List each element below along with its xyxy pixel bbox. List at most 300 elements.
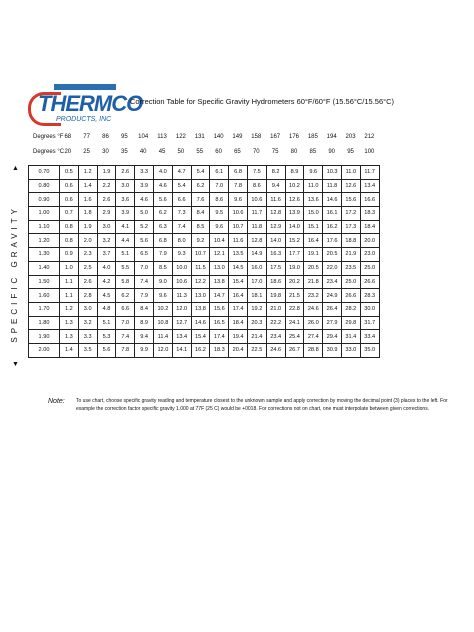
correction-cell: 6.6 — [116, 302, 135, 316]
celsius-header-cell: 90 — [328, 149, 336, 155]
fahrenheit-header-cell: 167 — [270, 134, 281, 140]
correction-table — [28, 165, 380, 358]
table-row — [29, 166, 380, 180]
arrow-up-icon: ▲ — [12, 165, 19, 172]
correction-cell: 26.6 — [341, 289, 360, 303]
correction-cell: 9.6 — [153, 289, 172, 303]
correction-cell: 12.1 — [210, 248, 229, 262]
correction-cell: 9.2 — [191, 234, 210, 248]
correction-cell: 29.8 — [341, 316, 360, 330]
correction-cell: 20.3 — [247, 316, 266, 330]
correction-cell: 30.9 — [323, 343, 342, 357]
fahrenheit-header-cell: 203 — [345, 134, 356, 140]
correction-cell: 5.1 — [116, 248, 135, 262]
correction-cell: 16.4 — [229, 289, 248, 303]
correction-cell: 7.8 — [116, 343, 135, 357]
fahrenheit-header-cell: 113 — [157, 134, 167, 140]
celsius-header-cell: 45 — [158, 149, 166, 155]
correction-cell: 33.0 — [341, 343, 360, 357]
correction-cell: 8.6 — [210, 193, 229, 207]
correction-cell: 0.8 — [60, 220, 79, 234]
correction-cell: 11.8 — [323, 179, 342, 193]
correction-cell: 7.4 — [172, 220, 191, 234]
correction-cell: 0.6 — [60, 179, 79, 193]
celsius-header-cell: 100 — [364, 149, 375, 155]
correction-cell: 16.6 — [360, 193, 379, 207]
correction-cell: 15.6 — [210, 302, 229, 316]
correction-cell: 11.7 — [360, 166, 379, 180]
correction-cell: 11.6 — [266, 193, 285, 207]
correction-cell: 27.4 — [304, 330, 323, 344]
correction-cell: 17.4 — [210, 330, 229, 344]
correction-cell: 13.8 — [210, 275, 229, 289]
correction-cell: 5.3 — [97, 330, 116, 344]
correction-cell: 16.4 — [304, 234, 323, 248]
celsius-header-cell: 20 — [64, 149, 72, 155]
fahrenheit-header-cell: 158 — [251, 134, 262, 140]
correction-cell: 10.8 — [153, 316, 172, 330]
correction-cell: 10.7 — [229, 220, 248, 234]
correction-cell: 4.1 — [116, 220, 135, 234]
correction-cell: 17.5 — [266, 261, 285, 275]
correction-cell: 7.5 — [247, 166, 266, 180]
correction-cell: 14.0 — [266, 234, 285, 248]
correction-cell: 10.3 — [323, 166, 342, 180]
correction-cell: 4.6 — [153, 179, 172, 193]
correction-cell: 16.1 — [323, 207, 342, 221]
correction-cell: 13.0 — [191, 289, 210, 303]
correction-cell: 20.5 — [304, 261, 323, 275]
table-row — [29, 261, 380, 275]
specific-gravity-cell: 1.60 — [29, 289, 60, 303]
correction-cell: 5.4 — [172, 179, 191, 193]
correction-cell: 5.2 — [135, 220, 154, 234]
table-row — [29, 179, 380, 193]
correction-cell: 28.2 — [341, 302, 360, 316]
correction-cell: 5.1 — [97, 316, 116, 330]
correction-cell: 3.0 — [116, 179, 135, 193]
correction-cell: 12.8 — [266, 207, 285, 221]
correction-cell: 16.2 — [191, 343, 210, 357]
celsius-header-cell: 75 — [271, 149, 279, 155]
fahrenheit-header-cell: 149 — [232, 134, 243, 140]
correction-cell: 11.6 — [229, 234, 248, 248]
celsius-header-cell: 70 — [252, 149, 260, 155]
specific-gravity-cell: 1.30 — [29, 248, 60, 262]
correction-cell: 14.7 — [210, 289, 229, 303]
correction-cell: 13.4 — [172, 330, 191, 344]
logo-tagline-bar — [54, 84, 116, 90]
correction-cell: 3.3 — [135, 166, 154, 180]
correction-cell: 5.6 — [153, 193, 172, 207]
correction-cell: 4.0 — [153, 166, 172, 180]
celsius-header-cell: 35 — [121, 149, 128, 155]
correction-cell: 5.8 — [116, 275, 135, 289]
celsius-header-cell: 65 — [234, 149, 241, 155]
specific-gravity-axis — [8, 165, 22, 375]
correction-cell: 11.7 — [247, 207, 266, 221]
celsius-header-cell: 40 — [139, 149, 147, 155]
correction-cell: 3.9 — [116, 207, 135, 221]
correction-cell: 16.2 — [323, 220, 342, 234]
table-row — [29, 220, 380, 234]
correction-cell: 10.6 — [247, 193, 266, 207]
specific-gravity-cell: 1.00 — [29, 207, 60, 221]
correction-cell: 15.1 — [304, 220, 323, 234]
correction-cell: 4.8 — [97, 302, 116, 316]
correction-cell: 10.2 — [285, 179, 304, 193]
correction-cell: 3.3 — [78, 330, 97, 344]
correction-cell: 15.4 — [229, 275, 248, 289]
fahrenheit-header-cell: 131 — [194, 134, 205, 140]
correction-cell: 17.6 — [323, 234, 342, 248]
fahrenheit-header-cell: 86 — [102, 134, 109, 140]
table-row — [29, 193, 380, 207]
correction-cell: 22.8 — [285, 302, 304, 316]
correction-cell: 1.2 — [78, 166, 97, 180]
correction-cell: 6.2 — [153, 207, 172, 221]
correction-cell: 8.6 — [247, 179, 266, 193]
correction-cell: 9.5 — [210, 207, 229, 221]
correction-cell: 21.4 — [247, 330, 266, 344]
correction-cell: 5.6 — [97, 343, 116, 357]
correction-cell: 3.0 — [97, 220, 116, 234]
correction-cell: 6.2 — [116, 289, 135, 303]
correction-cell: 10.6 — [229, 207, 248, 221]
fahrenheit-header-label: Degrees °F — [33, 134, 64, 140]
correction-cell: 13.0 — [210, 261, 229, 275]
correction-cell: 13.8 — [191, 302, 210, 316]
correction-cell: 30.0 — [360, 302, 379, 316]
correction-cell: 23.2 — [304, 289, 323, 303]
correction-cell: 31.7 — [360, 316, 379, 330]
correction-cell: 20.2 — [285, 275, 304, 289]
correction-cell: 2.8 — [78, 289, 97, 303]
specific-gravity-cell: 1.50 — [29, 275, 60, 289]
correction-cell: 19.2 — [247, 302, 266, 316]
specific-gravity-cell: 1.10 — [29, 220, 60, 234]
correction-cell: 11.8 — [247, 220, 266, 234]
celsius-header-cell: 95 — [347, 149, 354, 155]
correction-cell: 17.3 — [341, 220, 360, 234]
correction-cell: 13.6 — [304, 193, 323, 207]
note-label: Note: — [48, 398, 65, 405]
correction-cell: 1.4 — [78, 179, 97, 193]
specific-gravity-cell: 0.90 — [29, 193, 60, 207]
correction-cell: 16.0 — [247, 261, 266, 275]
correction-cell: 29.4 — [323, 330, 342, 344]
correction-cell: 8.9 — [135, 316, 154, 330]
correction-cell: 13.4 — [360, 179, 379, 193]
table-row — [29, 234, 380, 248]
correction-cell: 3.7 — [97, 248, 116, 262]
correction-cell: 20.5 — [323, 248, 342, 262]
correction-cell: 24.6 — [304, 302, 323, 316]
correction-cell: 23.0 — [360, 248, 379, 262]
correction-cell: 2.5 — [78, 261, 97, 275]
correction-cell: 15.4 — [191, 330, 210, 344]
table-row — [29, 302, 380, 316]
correction-cell: 1.2 — [60, 302, 79, 316]
logo-wordmark: THERMCO — [38, 91, 143, 116]
table-row — [29, 248, 380, 262]
correction-cell: 12.0 — [153, 343, 172, 357]
correction-cell: 19.0 — [285, 261, 304, 275]
correction-cell: 14.9 — [247, 248, 266, 262]
correction-cell: 12.6 — [285, 193, 304, 207]
correction-cell: 18.8 — [341, 234, 360, 248]
correction-cell: 28.8 — [304, 343, 323, 357]
correction-cell: 12.7 — [172, 316, 191, 330]
correction-cell: 1.9 — [78, 220, 97, 234]
correction-cell: 25.4 — [285, 330, 304, 344]
correction-cell: 14.0 — [285, 220, 304, 234]
correction-cell: 26.7 — [285, 343, 304, 357]
correction-cell: 15.0 — [304, 207, 323, 221]
celsius-header-cell: 50 — [177, 149, 185, 155]
correction-cell: 27.9 — [323, 316, 342, 330]
fahrenheit-header-cell: 104 — [138, 134, 149, 140]
table-row — [29, 316, 380, 330]
correction-cell: 31.4 — [341, 330, 360, 344]
correction-cell: 0.5 — [60, 166, 79, 180]
correction-cell: 22.0 — [323, 261, 342, 275]
correction-cell: 0.8 — [60, 234, 79, 248]
correction-cell: 0.6 — [60, 193, 79, 207]
correction-cell: 3.2 — [97, 234, 116, 248]
correction-cell: 18.3 — [360, 207, 379, 221]
thermco-logo — [28, 84, 143, 128]
correction-cell: 3.6 — [116, 193, 135, 207]
correction-cell: 7.0 — [135, 261, 154, 275]
correction-cell: 21.5 — [285, 289, 304, 303]
correction-cell: 8.9 — [285, 166, 304, 180]
correction-cell: 17.2 — [341, 207, 360, 221]
correction-cell: 2.6 — [116, 166, 135, 180]
correction-cell: 2.9 — [97, 207, 116, 221]
correction-cell: 5.6 — [135, 234, 154, 248]
specific-gravity-cell: 1.20 — [29, 234, 60, 248]
correction-cell: 3.0 — [78, 302, 97, 316]
correction-cell: 18.4 — [360, 220, 379, 234]
fahrenheit-header-cell: 140 — [213, 134, 224, 140]
fahrenheit-header-cell: 176 — [288, 134, 299, 140]
correction-cell: 24.1 — [285, 316, 304, 330]
correction-cell: 3.9 — [135, 179, 154, 193]
correction-cell: 8.2 — [266, 166, 285, 180]
correction-cell: 9.6 — [304, 166, 323, 180]
celsius-header-cell: 55 — [196, 149, 204, 155]
correction-cell: 10.2 — [153, 302, 172, 316]
correction-cell: 9.9 — [135, 343, 154, 357]
correction-cell: 12.0 — [172, 302, 191, 316]
correction-cell: 1.9 — [97, 166, 116, 180]
correction-cell: 21.8 — [304, 275, 323, 289]
page-title: Correction Table for Specific Gravity Hydrometers 60°F/60°F (15.56°C/15.56°C) — [130, 97, 395, 106]
table-row — [29, 275, 380, 289]
correction-cell: 5.4 — [191, 166, 210, 180]
axis-label: SPECIFIC GRAVITY — [10, 205, 19, 343]
correction-cell: 15.6 — [341, 193, 360, 207]
correction-cell: 26.6 — [360, 275, 379, 289]
correction-cell: 15.2 — [285, 234, 304, 248]
fahrenheit-header-cell: 212 — [364, 134, 375, 140]
fahrenheit-header-cell: 95 — [121, 134, 128, 140]
correction-cell: 2.6 — [78, 275, 97, 289]
correction-cell: 8.4 — [135, 302, 154, 316]
celsius-header-label: Degrees °C — [33, 149, 65, 155]
correction-cell: 4.5 — [97, 289, 116, 303]
correction-cell: 6.1 — [210, 166, 229, 180]
correction-cell: 24.6 — [266, 343, 285, 357]
correction-cell: 19.4 — [229, 330, 248, 344]
correction-cell: 9.4 — [135, 330, 154, 344]
correction-cell: 10.6 — [172, 275, 191, 289]
correction-cell: 6.5 — [135, 248, 154, 262]
correction-cell: 24.9 — [323, 289, 342, 303]
correction-cell: 33.4 — [360, 330, 379, 344]
correction-cell: 9.3 — [172, 248, 191, 262]
correction-cell: 6.2 — [191, 179, 210, 193]
correction-cell: 4.7 — [172, 166, 191, 180]
celsius-header-cell: 30 — [102, 149, 109, 155]
correction-cell: 14.5 — [229, 261, 248, 275]
fahrenheit-header-cell: 194 — [326, 134, 337, 140]
correction-cell: 1.3 — [60, 330, 79, 344]
correction-cell: 11.3 — [172, 289, 191, 303]
correction-cell: 2.0 — [78, 234, 97, 248]
note-text: To use chart, choose specific gravity reading and temperature closest to the unknown sample and apply correction by moving the decimal point (3) places to the left. For example the correction factor specific gravity 1.000 at 77F (25 C) would be +0018. For corrections not on chart, one must interpolate between given corrections. — [76, 398, 448, 412]
correction-cell: 18.1 — [247, 289, 266, 303]
correction-cell: 16.3 — [266, 248, 285, 262]
celsius-header-cell: 85 — [309, 149, 317, 155]
correction-cell: 11.4 — [153, 330, 172, 344]
correction-cell: 7.4 — [116, 330, 135, 344]
correction-cell: 1.1 — [60, 275, 79, 289]
correction-cell: 8.5 — [153, 261, 172, 275]
correction-cell: 21.9 — [341, 248, 360, 262]
correction-cell: 7.0 — [116, 316, 135, 330]
correction-cell: 14.1 — [172, 343, 191, 357]
correction-cell: 19.8 — [266, 289, 285, 303]
correction-cell: 18.4 — [229, 316, 248, 330]
correction-cell: 10.4 — [210, 234, 229, 248]
correction-cell: 2.3 — [78, 248, 97, 262]
celsius-header-cell: 80 — [290, 149, 298, 155]
correction-cell: 7.4 — [135, 275, 154, 289]
table-row — [29, 289, 380, 303]
fahrenheit-header-cell: 185 — [307, 134, 318, 140]
correction-cell: 7.9 — [153, 248, 172, 262]
correction-cell: 11.5 — [191, 261, 210, 275]
correction-cell: 23.5 — [341, 261, 360, 275]
specific-gravity-cell: 0.80 — [29, 179, 60, 193]
correction-cell: 9.6 — [210, 220, 229, 234]
correction-cell: 1.8 — [78, 207, 97, 221]
correction-cell: 12.6 — [341, 179, 360, 193]
correction-cell: 0.7 — [60, 207, 79, 221]
correction-cell: 25.0 — [360, 261, 379, 275]
correction-cell: 7.0 — [210, 179, 229, 193]
celsius-header-cell: 60 — [215, 149, 222, 155]
correction-cell: 3.5 — [78, 343, 97, 357]
specific-gravity-cell: 1.80 — [29, 316, 60, 330]
celsius-header-cell: 25 — [83, 149, 90, 155]
correction-cell: 3.2 — [78, 316, 97, 330]
correction-cell: 14.6 — [323, 193, 342, 207]
table-row — [29, 207, 380, 221]
correction-cell: 2.2 — [97, 179, 116, 193]
correction-cell: 9.6 — [229, 193, 248, 207]
correction-cell: 11.0 — [341, 166, 360, 180]
correction-cell: 18.3 — [210, 343, 229, 357]
correction-cell: 6.8 — [153, 234, 172, 248]
correction-cell: 11.0 — [304, 179, 323, 193]
specific-gravity-cell: 0.70 — [29, 166, 60, 180]
correction-cell: 19.1 — [304, 248, 323, 262]
correction-cell: 7.8 — [229, 179, 248, 193]
correction-cell: 1.6 — [78, 193, 97, 207]
fahrenheit-header-cell: 122 — [175, 134, 186, 140]
table-row — [29, 330, 380, 344]
correction-cell: 28.3 — [360, 289, 379, 303]
correction-cell: 23.4 — [266, 330, 285, 344]
correction-cell: 1.1 — [60, 289, 79, 303]
logo-subtitle: PRODUCTS, INC — [56, 116, 112, 123]
correction-cell: 4.6 — [135, 193, 154, 207]
correction-cell: 10.7 — [191, 248, 210, 262]
correction-cell: 6.8 — [229, 166, 248, 180]
correction-cell: 5.0 — [135, 207, 154, 221]
correction-cell: 8.4 — [191, 207, 210, 221]
correction-cell: 22.2 — [266, 316, 285, 330]
correction-cell: 26.4 — [323, 302, 342, 316]
correction-cell: 7.3 — [172, 207, 191, 221]
correction-cell: 20.4 — [229, 343, 248, 357]
correction-cell: 17.4 — [229, 302, 248, 316]
correction-cell: 23.4 — [323, 275, 342, 289]
specific-gravity-cell: 2.00 — [29, 343, 60, 357]
correction-cell: 6.6 — [172, 193, 191, 207]
correction-cell: 4.4 — [116, 234, 135, 248]
correction-cell: 4.2 — [97, 275, 116, 289]
correction-cell: 12.9 — [266, 220, 285, 234]
correction-cell: 2.6 — [97, 193, 116, 207]
correction-cell: 20.0 — [360, 234, 379, 248]
correction-cell: 13.9 — [285, 207, 304, 221]
correction-cell: 26.0 — [304, 316, 323, 330]
correction-cell: 12.8 — [247, 234, 266, 248]
correction-cell: 0.9 — [60, 248, 79, 262]
correction-cell: 1.3 — [60, 316, 79, 330]
correction-cell: 22.5 — [247, 343, 266, 357]
correction-cell: 9.0 — [153, 275, 172, 289]
specific-gravity-cell: 1.70 — [29, 302, 60, 316]
correction-cell: 12.2 — [191, 275, 210, 289]
correction-cell: 9.4 — [266, 179, 285, 193]
fahrenheit-header-cell: 77 — [83, 134, 90, 140]
correction-cell: 7.9 — [135, 289, 154, 303]
correction-cell: 8.5 — [191, 220, 210, 234]
correction-cell: 18.6 — [266, 275, 285, 289]
correction-cell: 6.3 — [153, 220, 172, 234]
correction-cell: 17.0 — [247, 275, 266, 289]
correction-cell: 10.0 — [172, 261, 191, 275]
correction-cell: 17.7 — [285, 248, 304, 262]
correction-cell: 16.5 — [210, 316, 229, 330]
correction-cell: 1.4 — [60, 343, 79, 357]
correction-cell: 5.5 — [116, 261, 135, 275]
